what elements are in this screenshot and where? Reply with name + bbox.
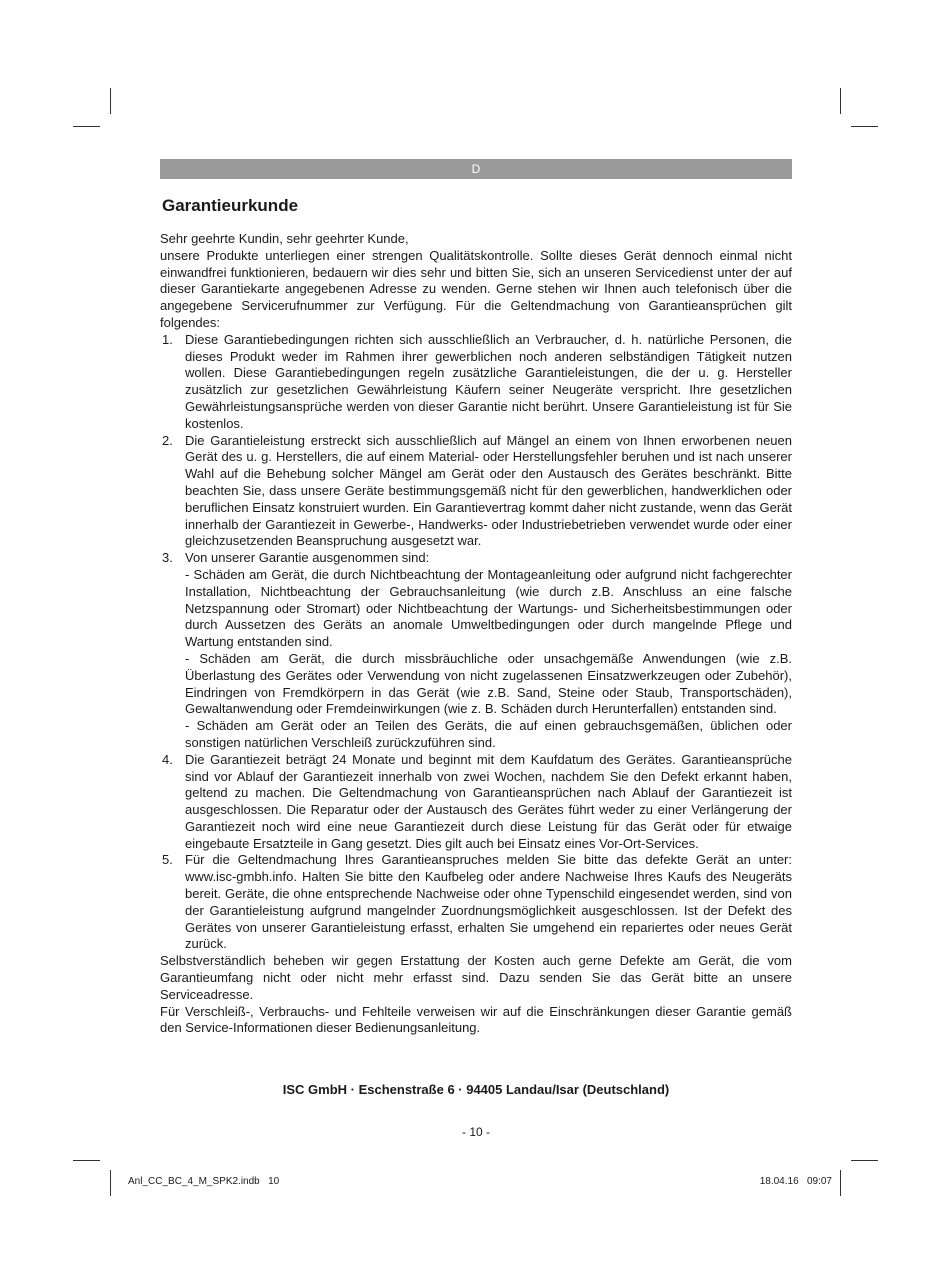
item-text: Die Garantiezeit beträgt 24 Monate und beginnt mit dem Kaufdatum des Gerätes. Garantieansprüche sind vor Ablauf der Garantiezeit innerhalb von zwei Wochen, nachdem Sie den Defekt erkannt haben, geltend zu machen. Die Geltendmachung von Garantieansprüchen nach Ablauf der Garantiezeit ist ausgeschlossen. Die Reparatur oder der Austausch des Gerätes führt weder zu einer Verlängerung der Garantiezeit noch wird eine neue Garantiezeit durch diese Leistung für das Gerät oder für etwaige eingebaute Ersatzteile in Gang gesetzt. Dies gilt auch bei Einsatz eines Vor-Ort-Services. — [185, 751, 792, 851]
list-item — [160, 433, 792, 551]
page-number: - 10 - — [461, 1125, 490, 1139]
list-item — [160, 852, 792, 953]
list-item — [160, 550, 792, 752]
list-item — [160, 332, 792, 433]
crop-mark — [73, 1160, 100, 1161]
print-slug-filename: Anl_CC_BC_4_M_SPK2.indb 10 — [128, 1176, 280, 1187]
crop-mark — [851, 126, 878, 127]
exclusion-item: - Schäden am Gerät oder an Teilen des Geräts, die auf einen gebrauchsgemäßen, üblichen oder sonstigen natürlichen Verschleiß zurückzuführen sind. — [185, 718, 792, 750]
section-label: D — [471, 162, 481, 176]
item-text: Die Garantieleistung erstreckt sich ausschließlich auf Mängel an einem von Ihnen erworbenen neuen Gerät des u. g. Herstellers, die auf einem Material- oder Herstellungsfehler beruhen und ist nach unserer Wahl auf die Behebung solcher Mängel am Gerät oder den Austausch des Gerätes beschränkt. Bitte beachten Sie, dass unsere Geräte bestimmungsgemäß nicht für den gewerblichen, handwerklichen oder beruflichen Einsatz konstruiert wurden. Ein Garantievertrag kommt daher nicht zustande, wenn das Gerät innerhalb der Garantiezeit in Gewerbe-, Handwerks- oder Industriebetrieben verwendet wurde oder einer gleichzusetzenden Beanspruchung ausgesetzt war. — [185, 432, 792, 549]
guarantee-body — [160, 231, 792, 1037]
item-number: 3. — [162, 550, 173, 566]
item-number: 1. — [162, 331, 173, 347]
crop-mark — [840, 1170, 841, 1196]
closing-paragraph: Für Verschleiß-, Verbrauchs- und Fehlteile verweisen wir auf die Einschränkungen dieser Garantie gemäß den Service-Informationen dieser Bedienungsanleitung. — [160, 1003, 792, 1036]
page-title: Garantieurkunde — [162, 196, 299, 215]
item-number: 5. — [162, 852, 173, 868]
item-text: Von unserer Garantie ausgenommen sind: — [185, 550, 430, 566]
crop-mark — [851, 1160, 878, 1161]
crop-mark — [110, 88, 111, 114]
language-section-bar — [160, 159, 792, 179]
salutation: Sehr geehrte Kundin, sehr geehrter Kunde, — [160, 231, 409, 246]
item-number: 4. — [162, 751, 173, 767]
crop-mark — [840, 88, 841, 114]
item-text: Für die Geltendmachung Ihres Garantieanspruches melden Sie bitte das defekte Gerät an unter: www.isc-gmbh.info. Halten Sie bitte den Kaufbeleg oder andere Nachweise Ihres Kaufs des Neugeräts bereit. Geräte, die ohne entsprechende Nachweise oder ohne Typenschild eingesendet werden, sind von der Garantieleistung aufgrund mangelnder Zuordnungsmöglichkeit ausgeschlossen. Ist der Defekt des Gerätes von unserer Garantieleistung erfasst, erhalten Sie umgehend ein repariertes oder neues Gerät zurück. — [185, 852, 792, 952]
list-item — [160, 752, 792, 853]
exclusion-item: - Schäden am Gerät, die durch Nichtbeachtung der Montageanleitung oder aufgrund nicht fachgerechter Installation, Nichtbeachtung der Gebrauchsanleitung (wie durch z.B. Anschluss an eine falsche Netzspannung oder Stromart) oder Nichtbeachtung der Wartungs- und Sicherheitsbestimmungen oder durch Aussetzen des Geräts an anomale Umweltbedingungen oder durch mangelnde Pflege und Wartung entstanden sind. — [185, 566, 792, 650]
intro-paragraph: unsere Produkte unterliegen einer strengen Qualitätskontrolle. Sollte dieses Gerät dennoch einmal nicht einwandfrei funktionieren, bedauern wir dies sehr und bitten Sie, sich an unseren Servicedienst unter der auf dieser Garantiekarte angegebenen Adresse zu wenden. Gerne stehen wir Ihnen auch telefonisch über die angegebene Servicerufnummer zur Verfügung. Für die Geltendmachung von Garantieansprüchen gilt folgendes: — [160, 247, 792, 330]
print-slug-timestamp: 18.04.16 09:07 — [759, 1176, 832, 1187]
conditions-list — [160, 332, 792, 953]
exclusion-item: - Schäden am Gerät, die durch missbräuchliche oder unsachgemäße Anwendungen (wie z.B. Überlastung des Gerätes oder Verwendung von nicht zugelassenen Einsatzwerkzeugen oder Zubehör), Eindringen von Fremdkörpern in das Gerät (wie z.B. Sand, Steine oder Staub, Transportschäden), Gewaltanwendung oder Fremdeinwirkungen (wie z. B. Schäden durch Herunterfallen) entstanden sind. — [185, 650, 792, 717]
closing-paragraph: Selbstverständlich beheben wir gegen Erstattung der Kosten auch gerne Defekte am Gerät, die vom Garantieumfang nicht oder nicht mehr erfasst sind. Dazu senden Sie das Gerät bitte an unsere Serviceadresse. — [160, 953, 792, 1002]
company-address: ISC GmbH · Eschenstraße 6 · 94405 Landau/Isar (Deutschland) — [282, 1082, 670, 1097]
crop-mark — [73, 126, 100, 127]
item-text: Diese Garantiebedingungen richten sich ausschließlich an Verbraucher, d. h. natürliche Personen, die dieses Produkt weder im Rahmen ihrer gewerblichen noch anderen selbständigen Tätigkeit nutzen wollen. Diese Garantiebedingungen regeln zusätzliche Garantieleistungen, die der u. g. Hersteller zusätzlich zur gesetzlichen Gewährleistung Käufern seiner Neugeräte verspricht. Ihre gesetzlichen Gewährleistungsansprüche werden von dieser Garantie nicht berührt. Unsere Garantieleistung ist für Sie kostenlos. — [185, 331, 792, 431]
crop-mark — [110, 1170, 111, 1196]
item-number: 2. — [162, 432, 173, 448]
